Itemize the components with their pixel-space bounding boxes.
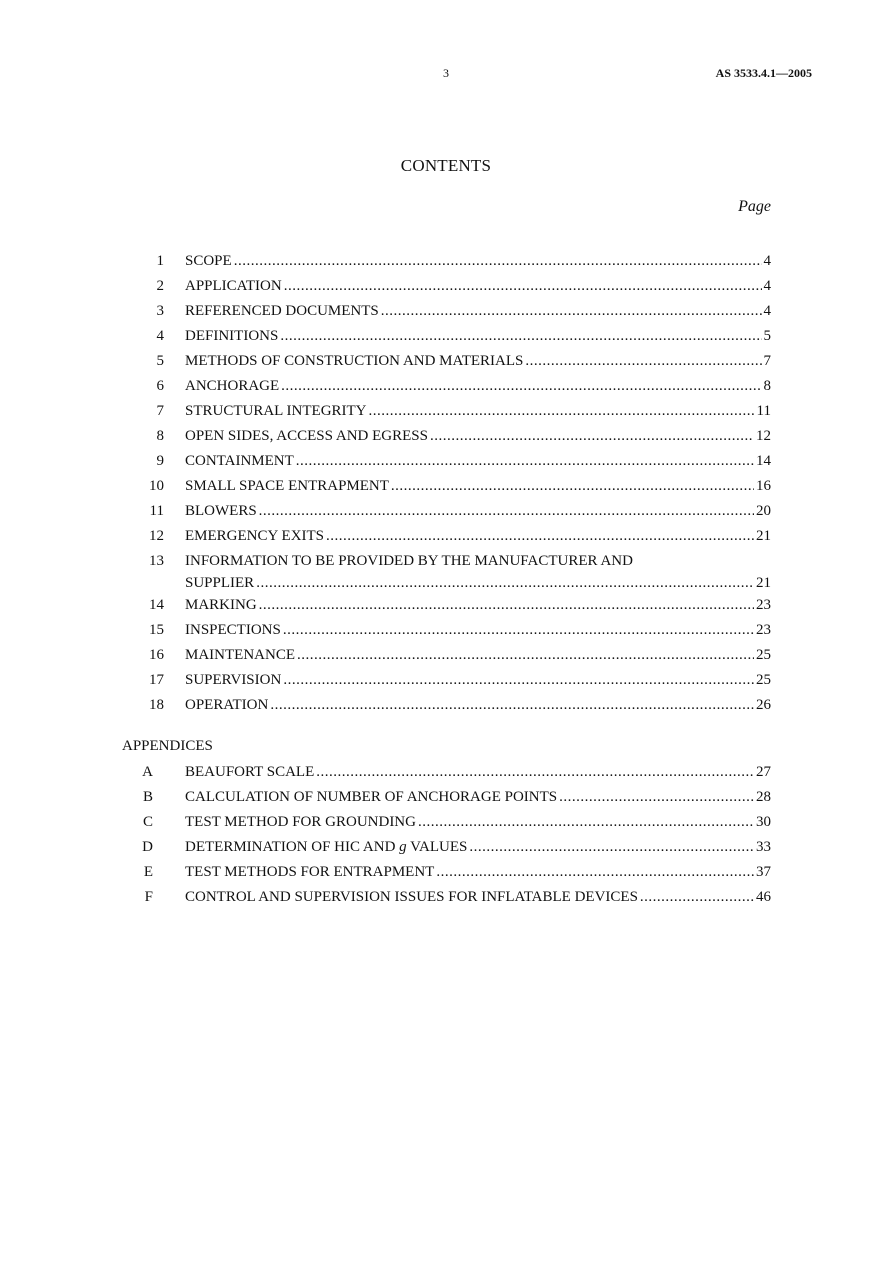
toc-entry[interactable] <box>0 644 892 669</box>
appendix-page: 30 <box>756 814 771 830</box>
dot-leader <box>259 500 754 522</box>
toc-entry-number: 1 <box>156 253 164 269</box>
toc-entry-page: 4 <box>763 253 771 269</box>
toc-entry[interactable] <box>0 619 892 644</box>
dot-leader <box>559 786 754 808</box>
toc-entry[interactable] <box>0 425 892 450</box>
toc-entry[interactable] <box>0 525 892 550</box>
dot-leader <box>418 811 754 833</box>
toc-entry-page: 20 <box>756 503 771 519</box>
appendix-title: TEST METHOD FOR GROUNDING <box>185 814 416 830</box>
dot-leader <box>270 694 754 716</box>
dot-leader <box>281 375 761 397</box>
toc-entry-title: EMERGENCY EXITS <box>185 528 325 544</box>
toc-entry[interactable] <box>0 325 892 350</box>
toc-entry-page: 25 <box>756 647 771 663</box>
toc-entry-page: 21 <box>756 528 771 544</box>
toc-entry-page: 4 <box>763 303 771 319</box>
appendix-title: CALCULATION OF NUMBER OF ANCHORAGE POINTS <box>185 789 558 805</box>
toc-entry[interactable] <box>0 694 892 719</box>
toc-entry[interactable] <box>0 669 892 694</box>
appendix-letter: F <box>144 889 153 905</box>
dot-leader <box>316 761 754 783</box>
dot-leader <box>640 886 754 908</box>
dot-leader <box>369 400 755 422</box>
toc-entry-page: 21 <box>756 575 771 591</box>
toc-entry-page: 8 <box>763 378 771 394</box>
toc-entry-number: 12 <box>149 528 164 544</box>
toc-entry-page: 5 <box>763 328 771 344</box>
toc-entry-title: OPERATION <box>185 697 269 713</box>
appendix-page: 33 <box>756 839 771 855</box>
toc-entry[interactable] <box>0 594 892 619</box>
dot-leader <box>297 644 754 666</box>
dot-leader <box>326 525 754 547</box>
toc-entry-number: 18 <box>149 697 164 713</box>
appendix-letter: A <box>142 764 153 780</box>
toc-entry-page: 12 <box>756 428 771 444</box>
dot-leader <box>296 450 754 472</box>
toc-entry-title: ANCHORAGE <box>185 378 280 394</box>
appendix-entry[interactable] <box>0 811 892 836</box>
dot-leader <box>381 300 762 322</box>
appendix-entry[interactable] <box>0 886 892 911</box>
appendix-letter: B <box>142 789 153 805</box>
toc-entry-page: 23 <box>756 597 771 613</box>
dot-leader <box>284 275 762 297</box>
toc-entry-title: APPLICATION <box>185 278 282 294</box>
appendix-entry[interactable] <box>0 761 892 786</box>
toc-entry-number: 13 <box>149 553 164 569</box>
dot-leader <box>283 619 754 641</box>
dot-leader <box>280 325 761 347</box>
appendix-page: 28 <box>756 789 771 805</box>
toc-entry-title: CONTAINMENT <box>185 453 294 469</box>
toc-entry-number: 8 <box>156 428 164 444</box>
toc-entry-number: 15 <box>149 622 164 638</box>
toc-entry-page: 7 <box>763 353 771 369</box>
appendix-title: CONTROL AND SUPERVISION ISSUES FOR INFLATABLE DEVICES <box>185 889 638 905</box>
toc-entry-number: 11 <box>149 503 164 519</box>
toc-entry-title: SMALL SPACE ENTRAPMENT <box>185 478 389 494</box>
appendix-entry[interactable] <box>0 836 892 861</box>
sections-list <box>0 250 892 719</box>
toc-entry-title: BLOWERS <box>185 503 257 519</box>
toc-entry[interactable] <box>0 250 892 275</box>
page-column-label: Page <box>738 198 771 215</box>
contents-title: CONTENTS <box>400 156 492 175</box>
toc-entry-title: OPEN SIDES, ACCESS AND EGRESS <box>185 428 428 444</box>
dot-leader <box>430 425 754 447</box>
toc-entry[interactable] <box>0 550 892 594</box>
toc-entry-number: 5 <box>156 353 164 369</box>
toc-entry[interactable] <box>0 300 892 325</box>
toc-entry-number: 14 <box>149 597 164 613</box>
appendix-letter: D <box>142 839 153 855</box>
toc-entry-title: SCOPE <box>185 253 232 269</box>
appendix-title: TEST METHODS FOR ENTRAPMENT <box>185 864 435 880</box>
toc-entry-number: 17 <box>149 672 164 688</box>
toc-entry-title: MARKING <box>185 597 257 613</box>
dot-leader <box>259 594 754 616</box>
toc-entry-title: METHODS OF CONSTRUCTION AND MATERIALS <box>185 353 524 369</box>
toc-entry[interactable] <box>0 375 892 400</box>
toc-entry-page: 23 <box>756 622 771 638</box>
appendix-letter: C <box>142 814 153 830</box>
toc-entry-number: 10 <box>149 478 164 494</box>
appendix-page: 46 <box>756 889 771 905</box>
table-of-contents <box>0 250 892 911</box>
appendices-heading: APPENDICES <box>122 738 213 754</box>
toc-entry-page: 16 <box>756 478 771 494</box>
standard-identifier: AS 3533.4.1—2005 <box>715 66 812 80</box>
toc-entry-page: 26 <box>756 697 771 713</box>
toc-entry-number: 2 <box>156 278 164 294</box>
toc-entry-number: 3 <box>156 303 164 319</box>
dot-leader <box>436 861 754 883</box>
dot-leader <box>469 836 754 858</box>
toc-entry[interactable] <box>0 475 892 500</box>
dot-leader <box>256 572 754 594</box>
toc-entry[interactable] <box>0 350 892 375</box>
toc-entry-title: DEFINITIONS <box>185 328 279 344</box>
appendix-title: DETERMINATION OF HIC AND g VALUES <box>185 839 468 855</box>
toc-entry-page: 11 <box>756 403 771 419</box>
appendix-entry[interactable] <box>0 861 892 886</box>
toc-entry-title-line1: INFORMATION TO BE PROVIDED BY THE MANUFACTURER AND <box>185 553 633 569</box>
toc-entry-number: 9 <box>156 453 164 469</box>
toc-entry-title: SUPERVISION <box>185 672 282 688</box>
toc-entry-title: REFERENCED DOCUMENTS <box>185 303 379 319</box>
toc-entry-number: 4 <box>156 328 164 344</box>
toc-entry[interactable] <box>0 275 892 300</box>
appendix-page: 27 <box>756 764 771 780</box>
appendices-list <box>0 761 892 911</box>
toc-entry-page: 14 <box>756 453 771 469</box>
toc-entry-number: 7 <box>156 403 164 419</box>
dot-leader <box>391 475 754 497</box>
toc-entry-title: INSPECTIONS <box>185 622 281 638</box>
toc-entry-number: 6 <box>156 378 164 394</box>
toc-entry[interactable] <box>0 450 892 475</box>
toc-entry-page: 4 <box>763 278 771 294</box>
appendix-letter: E <box>143 864 153 880</box>
dot-leader <box>234 250 762 272</box>
page-number: 3 <box>443 66 449 80</box>
toc-entry[interactable] <box>0 400 892 425</box>
toc-entry-number: 16 <box>149 647 164 663</box>
appendix-page: 37 <box>756 864 771 880</box>
toc-entry-title: SUPPLIER <box>185 575 255 591</box>
appendix-entry[interactable] <box>0 786 892 811</box>
toc-entry[interactable] <box>0 500 892 525</box>
toc-entry-title: MAINTENANCE <box>185 647 295 663</box>
dot-leader <box>283 669 754 691</box>
toc-entry-title: STRUCTURAL INTEGRITY <box>185 403 367 419</box>
toc-entry-page: 25 <box>756 672 771 688</box>
appendix-title: BEAUFORT SCALE <box>185 764 315 780</box>
dot-leader <box>525 350 761 372</box>
